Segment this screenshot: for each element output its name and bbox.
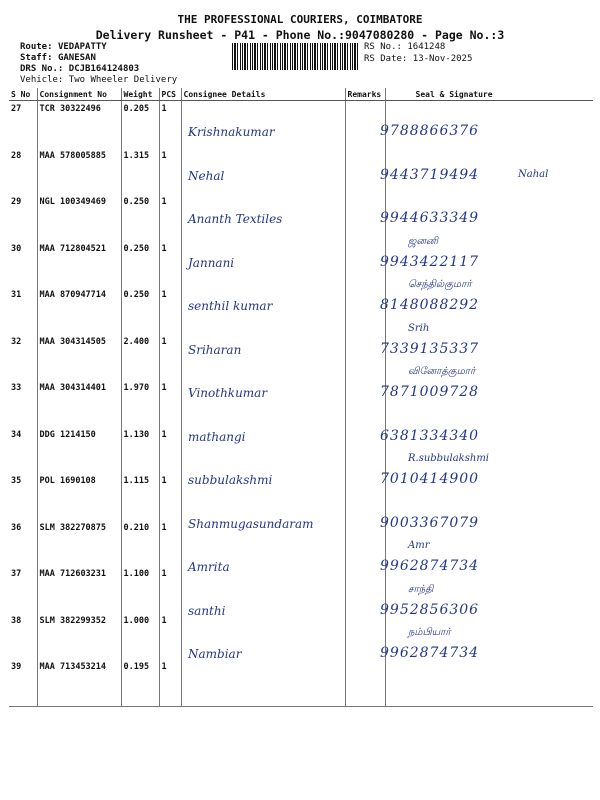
barcode	[232, 43, 360, 70]
consignee-cell	[181, 334, 345, 381]
handwritten-phone: 9952856306	[380, 601, 480, 618]
sno-cell: 32	[9, 334, 37, 381]
sno-cell: 28	[9, 148, 37, 195]
table-row	[9, 659, 593, 706]
handwritten-phone: 8148088292	[380, 297, 480, 313]
pcs-cell: 1	[159, 148, 181, 195]
remarks-cell	[345, 427, 385, 474]
remarks-cell	[345, 380, 385, 427]
handwritten-phone: 9788866376	[380, 123, 480, 139]
table-row	[9, 148, 593, 195]
sno-cell: 35	[9, 473, 37, 520]
sno-cell: 30	[9, 241, 37, 288]
col-consignment-header: Consignment No	[37, 88, 121, 101]
remarks-cell	[345, 148, 385, 195]
remarks-cell	[345, 520, 385, 567]
handwritten-consignee-name: Amrita	[188, 560, 230, 574]
handwritten-consignee-name: Jannani	[188, 255, 235, 270]
sno-cell: 31	[9, 287, 37, 334]
consignment-cell: MAA 712804521	[37, 241, 121, 288]
table-row	[9, 194, 593, 241]
pcs-cell: 1	[159, 566, 181, 613]
remarks-cell	[345, 334, 385, 381]
vehicle-line	[20, 75, 177, 85]
sno-cell: 37	[9, 566, 37, 613]
remarks-cell	[345, 659, 385, 706]
consignment-cell: MAA 304314505	[37, 334, 121, 381]
table-row	[9, 380, 593, 427]
handwritten-consignee-name: Ananth Textiles	[188, 212, 283, 226]
handwritten-phone: 7010414900	[380, 471, 480, 487]
weight-cell: 0.195	[121, 659, 159, 706]
staff-line	[20, 53, 96, 63]
vehicle-label: Vehicle:	[20, 75, 64, 85]
consignee-cell	[181, 101, 345, 148]
weight-cell: 1.315	[121, 148, 159, 195]
remarks-cell	[345, 101, 385, 148]
drs-value: DCJB164124803	[68, 64, 140, 74]
route-line	[20, 42, 107, 52]
table-row	[9, 427, 593, 474]
pcs-cell: 1	[159, 241, 181, 288]
handwritten-consignee-name: Nambiar	[188, 647, 242, 661]
col-weight-header: Weight	[121, 88, 159, 101]
handwritten-phone: 9944633349	[380, 210, 480, 226]
handwritten-phone: 9003367079	[380, 514, 480, 531]
sno-cell: 27	[9, 101, 37, 148]
consignment-cell: MAA 712603231	[37, 566, 121, 613]
pcs-cell: 1	[159, 427, 181, 474]
handwritten-phone: 6381334340	[380, 427, 480, 444]
staff-label: Staff:	[20, 53, 53, 63]
remarks-cell	[345, 473, 385, 520]
consignment-cell: MAA 578005885	[37, 148, 121, 195]
handwritten-consignee-name: subbulakshmi	[188, 473, 273, 487]
runsheet-subtitle: Delivery Runsheet - P41 - Phone No.:9047080280 - Page No.:3	[95, 28, 505, 42]
route-label: Route:	[20, 42, 53, 52]
handwritten-signature: சாந்தி	[408, 583, 434, 595]
table-row	[9, 613, 593, 660]
handwritten-signature: வினோத்குமார்	[408, 366, 476, 377]
pcs-cell: 1	[159, 334, 181, 381]
handwritten-phone: 7339135337	[380, 340, 480, 357]
weight-cell: 1.130	[121, 427, 159, 474]
rs-no-value: 1641248	[407, 42, 446, 52]
weight-cell: 2.400	[121, 334, 159, 381]
handwritten-phone: 7871009728	[380, 384, 480, 400]
handwritten-consignee-name: Nehal	[188, 168, 225, 183]
table-row	[9, 473, 593, 520]
consignment-cell: SLM 382270875	[37, 520, 121, 567]
sno-cell: 34	[9, 427, 37, 474]
handwritten-signature: Nahal	[518, 168, 549, 180]
weight-cell: 1.970	[121, 380, 159, 427]
weight-cell: 1.100	[121, 566, 159, 613]
weight-cell: 0.250	[121, 287, 159, 334]
remarks-cell	[345, 194, 385, 241]
remarks-cell	[345, 241, 385, 288]
consignment-cell: NGL 100349469	[37, 194, 121, 241]
weight-cell: 0.210	[121, 520, 159, 567]
col-signature-header: Seal & Signature	[385, 88, 593, 101]
route-value: VEDAPATTY	[57, 42, 107, 52]
rs-date-line	[364, 54, 472, 64]
weight-cell: 0.250	[121, 194, 159, 241]
consignment-cell: TCR 30322496	[37, 101, 121, 148]
handwritten-consignee-name: Krishnakumar	[188, 125, 275, 139]
table-row	[9, 334, 593, 381]
table-row	[9, 101, 593, 148]
weight-cell: 1.000	[121, 613, 159, 660]
signature-cell	[385, 659, 593, 706]
table-header-row	[9, 88, 593, 101]
remarks-cell	[345, 566, 385, 613]
handwritten-phone: 9943422117	[380, 253, 480, 270]
sno-cell: 39	[9, 659, 37, 706]
weight-cell: 0.205	[121, 101, 159, 148]
pcs-cell: 1	[159, 101, 181, 148]
pcs-cell: 1	[159, 380, 181, 427]
pcs-cell: 1	[159, 287, 181, 334]
consignee-cell	[181, 659, 345, 706]
consignment-cell: MAA 713453214	[37, 659, 121, 706]
weight-cell: 1.115	[121, 473, 159, 520]
table-row	[9, 287, 593, 334]
col-remarks-header: Remarks	[345, 88, 385, 101]
vehicle-value: Two Wheeler Delivery	[68, 75, 178, 85]
handwritten-signature: Amr	[408, 540, 430, 551]
rs-date-value: 13-Nov-2025	[412, 54, 473, 64]
handwritten-phone: 9962874734	[380, 645, 480, 661]
company-title: THE PROFESSIONAL COURIERS, COIMBATORE	[177, 13, 423, 26]
pcs-cell: 1	[159, 613, 181, 660]
consignment-cell: SLM 382299352	[37, 613, 121, 660]
handwritten-signature: ஜனனி	[408, 235, 438, 247]
handwritten-consignee-name: senthil kumar	[188, 299, 273, 313]
table-row	[9, 241, 593, 288]
col-sno-header: S No	[9, 88, 37, 101]
staff-value: GANESAN	[57, 53, 96, 63]
handwritten-consignee-name: Shanmugasundaram	[188, 516, 314, 531]
runsheet-table	[9, 88, 593, 707]
sno-cell: 36	[9, 520, 37, 567]
handwritten-signature: செந்தில்குமார்	[408, 279, 472, 290]
handwritten-phone: 9443719494	[380, 166, 480, 183]
pcs-cell: 1	[159, 659, 181, 706]
consignment-cell: MAA 304314401	[37, 380, 121, 427]
rs-no-label: RS No.:	[364, 42, 402, 52]
weight-cell: 0.250	[121, 241, 159, 288]
rs-date-label: RS Date:	[364, 54, 408, 64]
table-row	[9, 566, 593, 613]
consignment-cell: POL 1690108	[37, 473, 121, 520]
remarks-cell	[345, 287, 385, 334]
handwritten-signature: Srih	[408, 322, 430, 334]
sno-cell: 33	[9, 380, 37, 427]
handwritten-consignee-name: santhi	[188, 603, 226, 618]
pcs-cell: 1	[159, 473, 181, 520]
handwritten-consignee-name: Vinothkumar	[188, 386, 268, 400]
handwritten-consignee-name: Sriharan	[188, 342, 242, 357]
rs-no-line	[364, 42, 445, 52]
sno-cell: 38	[9, 613, 37, 660]
drs-line	[20, 64, 139, 74]
handwritten-signature: நம்பியார்	[408, 627, 451, 638]
consignment-cell: DDG 1214150	[37, 427, 121, 474]
sno-cell: 29	[9, 194, 37, 241]
col-consignee-header: Consignee Details	[181, 88, 345, 101]
consignment-cell: MAA 870947714	[37, 287, 121, 334]
pcs-cell: 1	[159, 520, 181, 567]
handwritten-consignee-name: mathangi	[188, 429, 246, 444]
remarks-cell	[345, 613, 385, 660]
handwritten-phone: 9962874734	[380, 558, 480, 574]
pcs-cell: 1	[159, 194, 181, 241]
drs-label: DRS No.:	[20, 64, 64, 74]
handwritten-signature: R.subbulakshmi	[408, 453, 489, 464]
col-pcs-header: PCS	[159, 88, 181, 101]
